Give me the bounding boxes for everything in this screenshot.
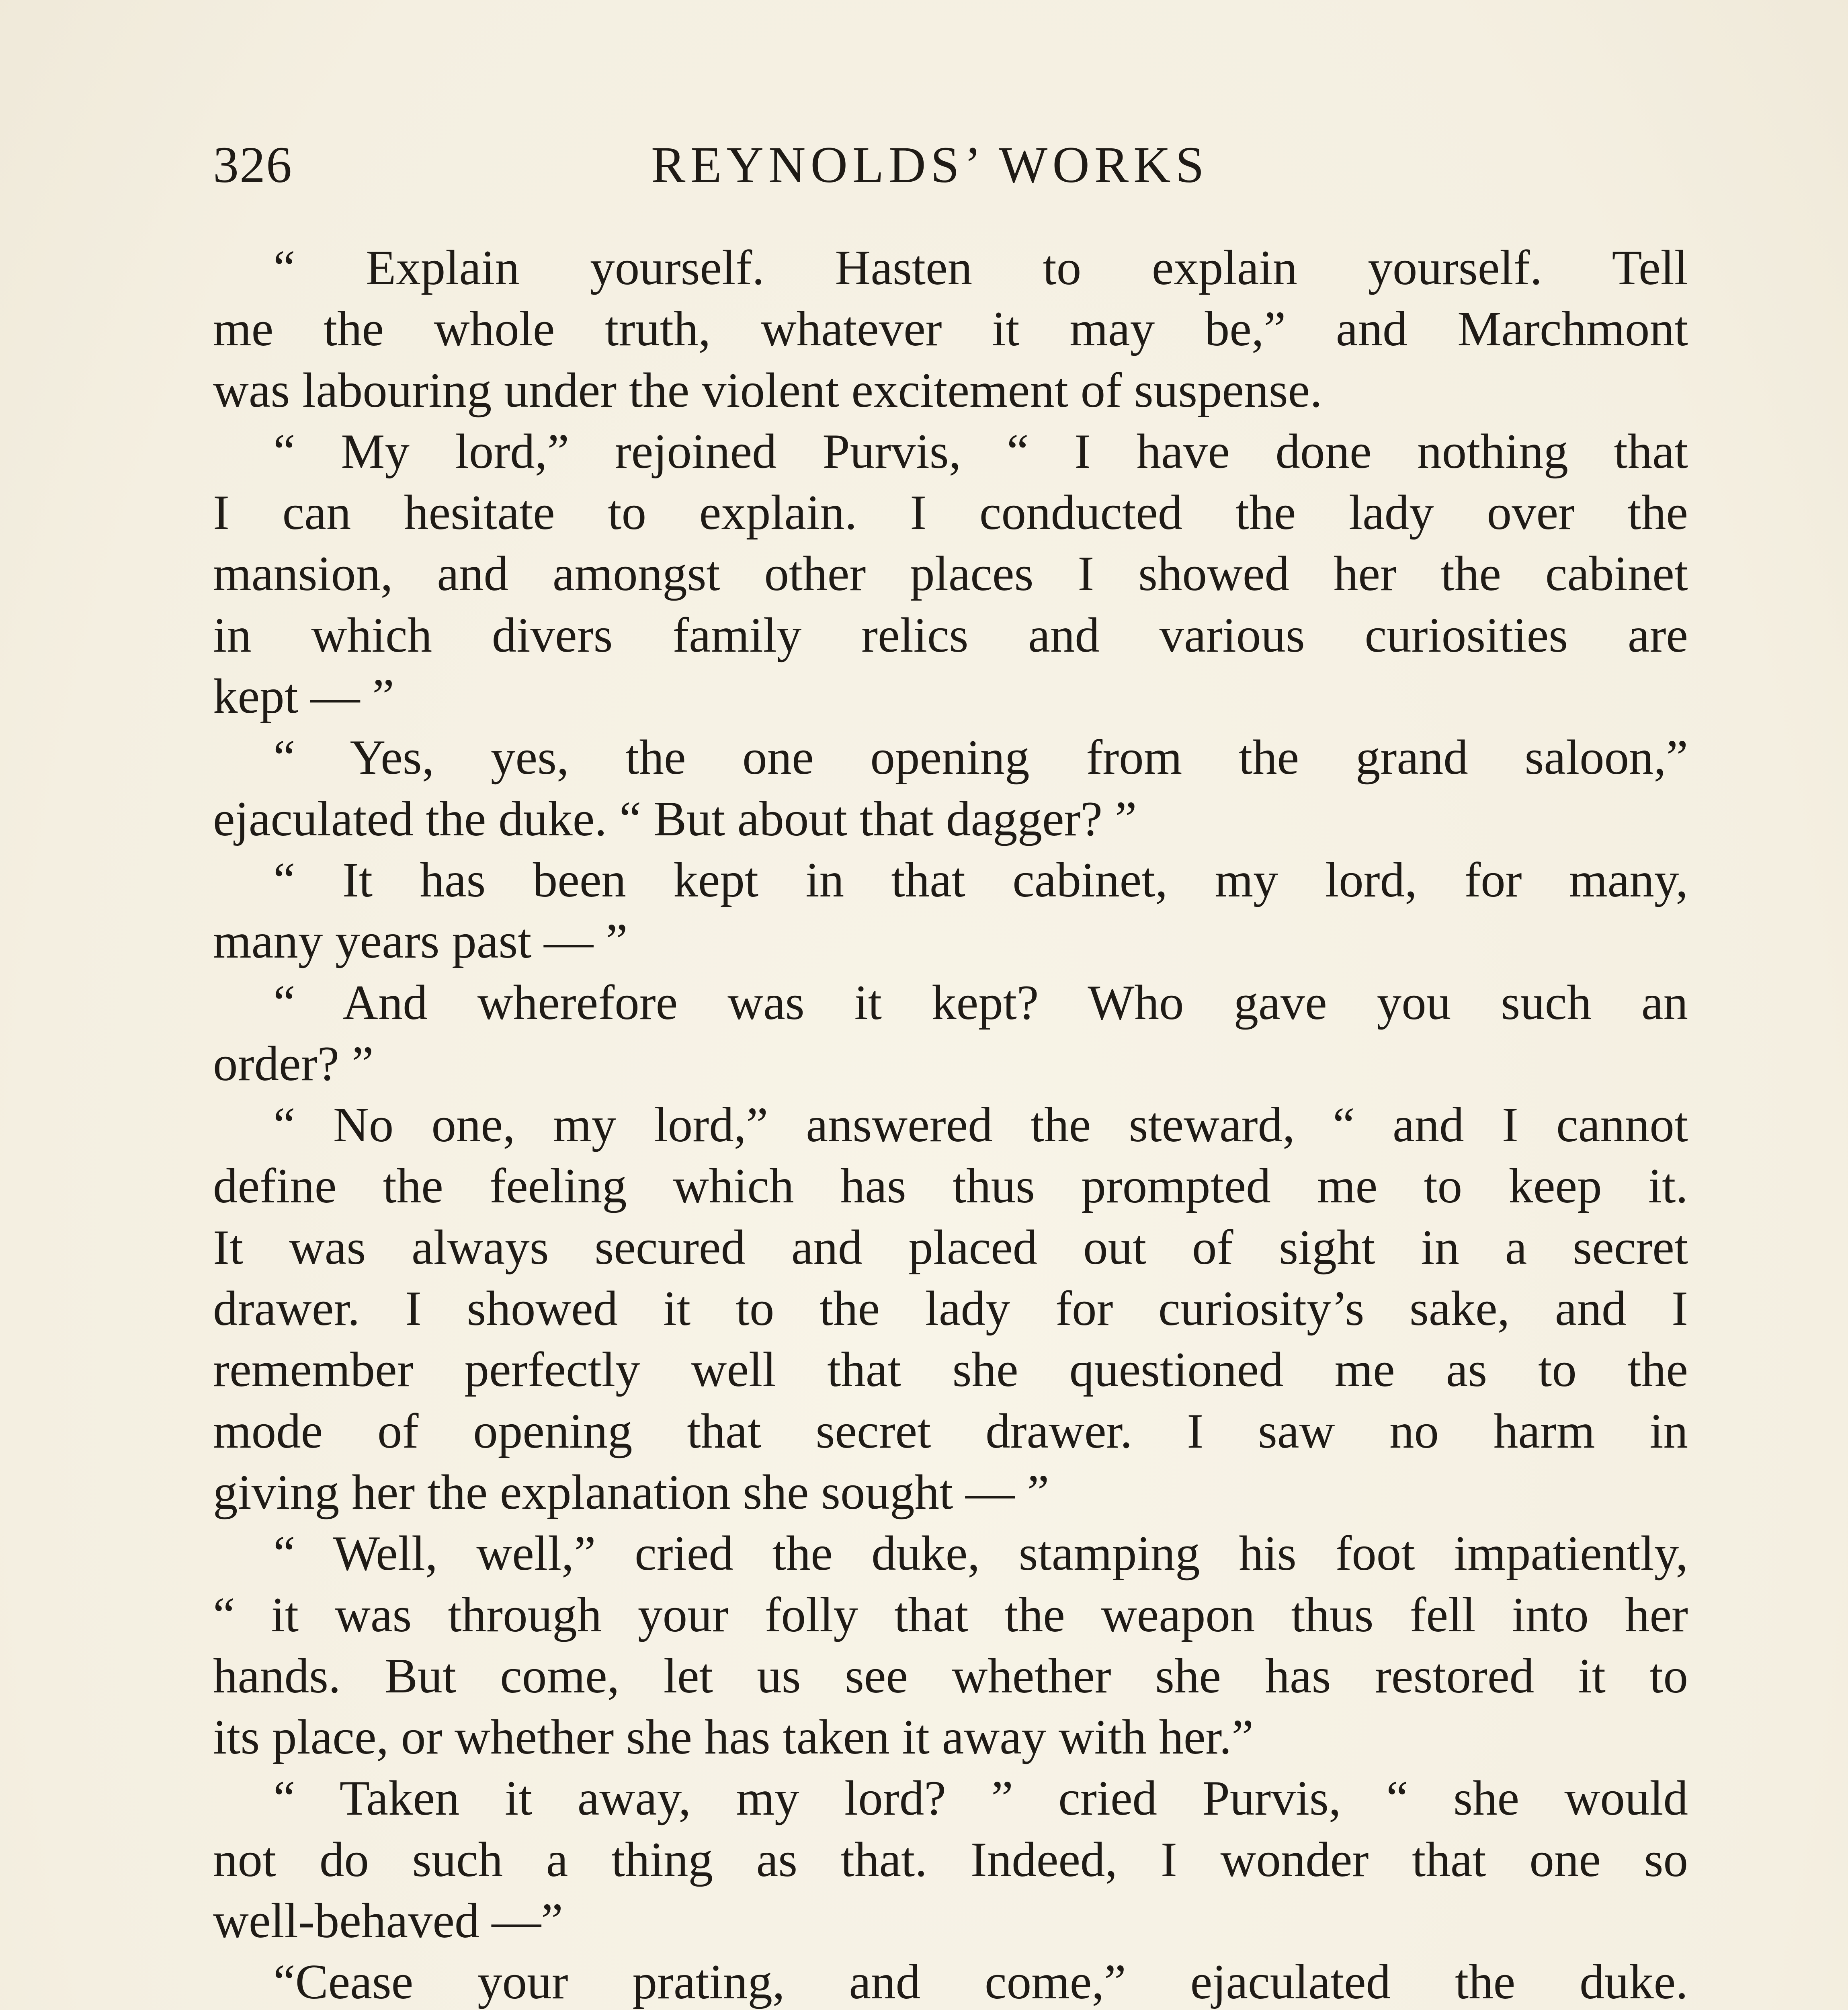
- text-line: “ No one, my lord,” answered the steward, “ and I cannot: [273, 1097, 1688, 1153]
- text-line: “ it was through your folly that the weapon thus fell into her: [213, 1587, 1688, 1642]
- text-line: “ My lord,” rejoined Purvis, “ I have done nothing that: [273, 423, 1688, 479]
- text-line: “ And wherefore was it kept? Who gave you such an: [273, 974, 1688, 1030]
- text-line: It was always secured and placed out of sight in a secret: [213, 1219, 1688, 1275]
- text-line: its place, or whether she has taken it away with her.”: [213, 1709, 1254, 1765]
- text-line: define the feeling which has thus prompted me to keep it.: [213, 1158, 1688, 1214]
- text-line: hands. But come, let us see whether she has restored it to: [213, 1648, 1688, 1703]
- text-line: “ Taken it away, my lord? ” cried Purvis, “ she would: [273, 1770, 1688, 1826]
- text-line: me the whole truth, whatever it may be,” and Marchmont: [213, 301, 1688, 357]
- text-line: giving her the explanation she sought — ”: [213, 1464, 1049, 1520]
- text-line: I can hesitate to explain. I conducted the lady over the: [213, 485, 1688, 540]
- text-line: kept — ”: [213, 669, 394, 724]
- page-header: [213, 129, 1688, 201]
- body-text: [213, 237, 1688, 2010]
- text-line: remember perfectly well that she questioned me as to the: [213, 1342, 1688, 1397]
- text-line: “ Explain yourself. Hasten to explain yourself. Tell: [273, 240, 1688, 295]
- text-line: not do such a thing as that. Indeed, I wonder that one so: [213, 1832, 1688, 1887]
- text-line: drawer. I showed it to the lady for curiosity’s sake, and I: [213, 1281, 1688, 1336]
- page-number: 326: [213, 136, 293, 193]
- running-head: REYNOLDS’ WORKS: [651, 136, 1209, 193]
- text-line: well-behaved —”: [213, 1893, 563, 1948]
- text-line: was labouring under the violent excitement of suspense.: [213, 362, 1322, 418]
- text-line: “ Yes, yes, the one opening from the grand saloon,”: [273, 730, 1688, 785]
- text-line: ejaculated the duke. “ But about that dagger? ”: [213, 791, 1137, 846]
- text-line: in which divers family relics and various curiosities are: [213, 607, 1688, 662]
- text-line: many years past — ”: [213, 913, 628, 969]
- text-line: mansion, and amongst other places I showed her the cabinet: [213, 546, 1688, 601]
- text-line: order? ”: [213, 1036, 374, 1091]
- text-line: mode of opening that secret drawer. I saw no harm in: [213, 1403, 1688, 1458]
- text-line: “ It has been kept in that cabinet, my lord, for many,: [273, 852, 1688, 907]
- text-line: “Cease your prating, and come,” ejaculated the duke.: [273, 1954, 1688, 2010]
- text-line: “ Well, well,” cried the duke, stamping his foot impatiently,: [273, 1526, 1688, 1581]
